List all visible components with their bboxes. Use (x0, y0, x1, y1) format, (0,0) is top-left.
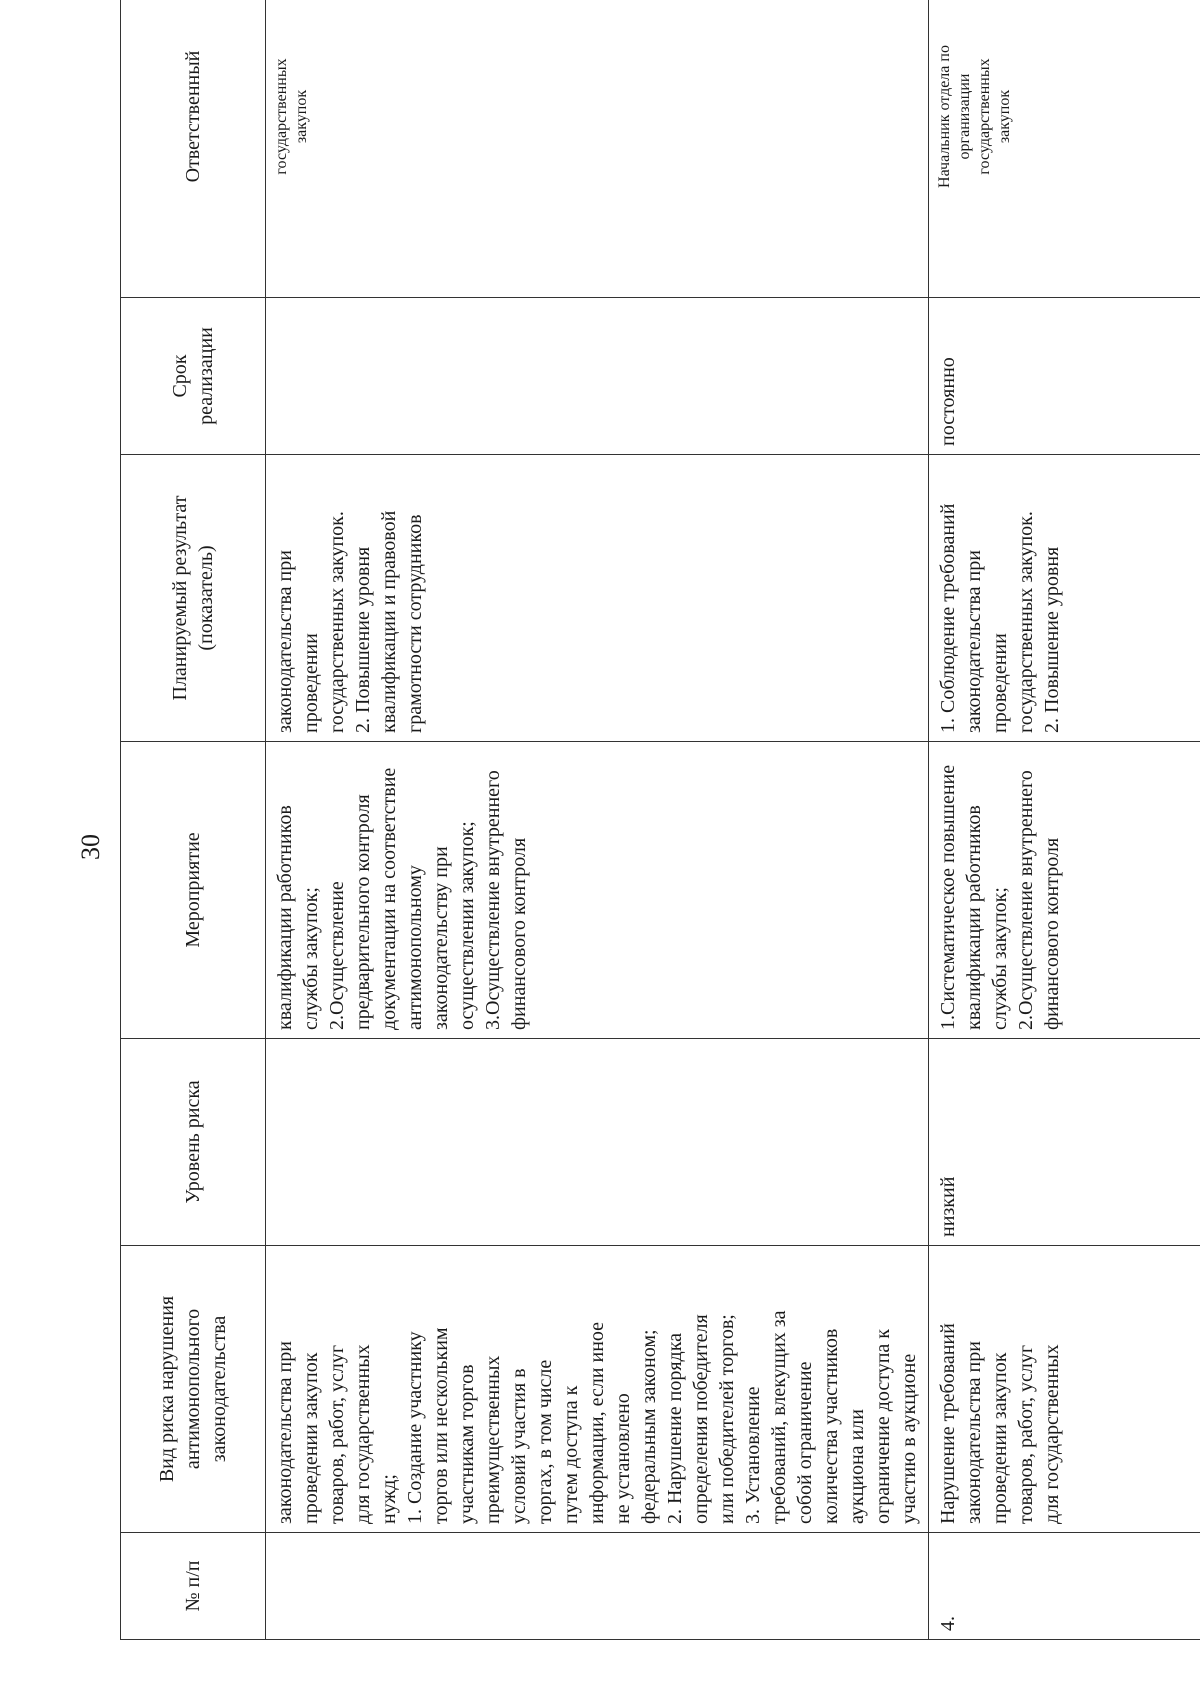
cell-text-line: закупок (996, 89, 1013, 144)
cell-text-line: законодательства при (963, 1341, 985, 1524)
cell-planned-result (266, 455, 929, 742)
header-risk-type: Вид риска нарушения антимонопольного законодательства (121, 1246, 266, 1533)
cell-text-line: финансового контроля (508, 837, 530, 1030)
cell-text-line: Начальник отдела по (936, 45, 953, 188)
cell-text-line: не установлено (612, 1393, 634, 1524)
cell-text-line: Нарушение требований (937, 1323, 959, 1524)
header-num: № п/п (121, 1533, 266, 1640)
cell-text-line: финансового контроля (1041, 837, 1063, 1030)
table-row (929, 0, 1200, 1640)
cell-term (266, 298, 929, 455)
cell-text-line: собой ограничение (794, 1361, 816, 1524)
cell-text-line: федеральным законом; (638, 1329, 660, 1524)
cell-num: 4. (929, 1533, 1200, 1640)
cell-text-line: товаров, работ, услуг (1015, 1344, 1037, 1524)
cell-measure (266, 742, 929, 1039)
cell-text-line: участникам торгов (456, 1364, 478, 1524)
cell-text-line: организации (956, 73, 973, 160)
cell-text-line: службы закупок; (300, 887, 322, 1030)
cell-text-line: 1. Создание участнику (404, 1331, 426, 1524)
cell-text-line: 1. Соблюдение требований (937, 503, 959, 733)
cell-text-line: 2. Нарушение порядка (664, 1333, 686, 1524)
cell-text-line: условий участия в (508, 1368, 530, 1524)
cell-text-line: ограничение доступа к (872, 1328, 894, 1524)
cell-text-line: предварительного контроля (352, 794, 374, 1030)
cell-text-line: государственных (976, 58, 993, 175)
header-measure: Мероприятие (121, 742, 266, 1039)
cell-text-line: торгах, в том числе (534, 1359, 556, 1524)
cell-responsible (266, 0, 929, 298)
cell-measure (929, 742, 1200, 1039)
cell-text-line: проведении закупок (300, 1352, 322, 1524)
cell-text-line: проведении (300, 633, 322, 733)
cell-text-line: количества участников (820, 1328, 842, 1524)
table-header-row (121, 0, 266, 1640)
cell-text-line: 3.Осуществление внутреннего (482, 770, 504, 1030)
cell-text-line: проведении закупок (989, 1352, 1011, 1524)
cell-text-line: законодательства при (274, 550, 296, 733)
cell-text-line: торгов или нескольким (430, 1327, 452, 1524)
cell-text-line: службы закупок; (989, 887, 1011, 1030)
cell-text-line: 3. Установление (742, 1386, 764, 1524)
cell-text-line: государственных (273, 58, 290, 175)
cell-text-line: документации на соответствие (378, 767, 400, 1030)
cell-text-line: путем доступа к (560, 1385, 582, 1524)
cell-text-line: определения победителя (690, 1314, 712, 1524)
table-row (266, 0, 929, 1640)
cell-text-line: требований, влекущих за (768, 1310, 790, 1524)
cell-num (266, 1533, 929, 1640)
cell-text-line: 2. Повышение уровня (352, 546, 374, 733)
rotated-table-container (120, 45, 1200, 1640)
cell-text-line: квалификации и правовой (378, 510, 400, 733)
cell-text-line: или победителей торгов; (716, 1314, 738, 1524)
cell-text-line: нужд; (378, 1474, 400, 1524)
cell-text-line: законодательства при (963, 550, 985, 733)
cell-text-line: 2.Осуществление внутреннего (1015, 770, 1037, 1030)
header-risk-level: Уровень риска (121, 1039, 266, 1246)
cell-text-line: квалификации работников (274, 805, 296, 1030)
risk-table (120, 0, 1200, 1640)
cell-text-line: законодательству при (430, 846, 452, 1030)
cell-text-line: участию в аукционе (898, 1353, 920, 1524)
header-planned-result: Планируемый результат (показатель) (121, 455, 266, 742)
cell-risk-type (266, 1246, 929, 1533)
page-number: 30 (76, 834, 105, 860)
cell-text-line: 2.Осуществление (326, 881, 348, 1030)
cell-risk-level (266, 1039, 929, 1246)
cell-risk-level: низкий (929, 1039, 1200, 1246)
cell-term: постоянно (929, 298, 1200, 455)
cell-text-line: преимущественных (482, 1355, 504, 1524)
cell-text-line: законодательства при (274, 1341, 296, 1524)
cell-text-line: закупок (293, 89, 310, 144)
cell-text-line: аукциона или (846, 1409, 868, 1524)
cell-responsible (929, 0, 1200, 298)
cell-text-line: для государственных (1041, 1344, 1063, 1524)
cell-risk-type (929, 1246, 1200, 1533)
cell-text-line: информации, если иное (586, 1321, 608, 1524)
header-term: Срок реализации (121, 298, 266, 455)
cell-text-line: 2. Повышение уровня (1041, 546, 1063, 733)
cell-text-line: товаров, работ, услуг (326, 1344, 348, 1524)
cell-text-line: 1.Систематическое повышение (937, 764, 959, 1030)
cell-text-line: осуществлении закупок; (456, 821, 478, 1030)
cell-text-line: для государственных (352, 1344, 374, 1524)
cell-text-line: государственных закупок. (326, 511, 348, 733)
cell-text-line: проведении (989, 633, 1011, 733)
cell-text-line: государственных закупок. (1015, 511, 1037, 733)
header-responsible: Ответственный (121, 0, 266, 298)
cell-text-line: квалификации работников (963, 805, 985, 1030)
cell-text-line: грамотности сотрудников (404, 514, 426, 733)
cell-planned-result (929, 455, 1200, 742)
cell-text-line: антимонопольному (404, 865, 426, 1030)
